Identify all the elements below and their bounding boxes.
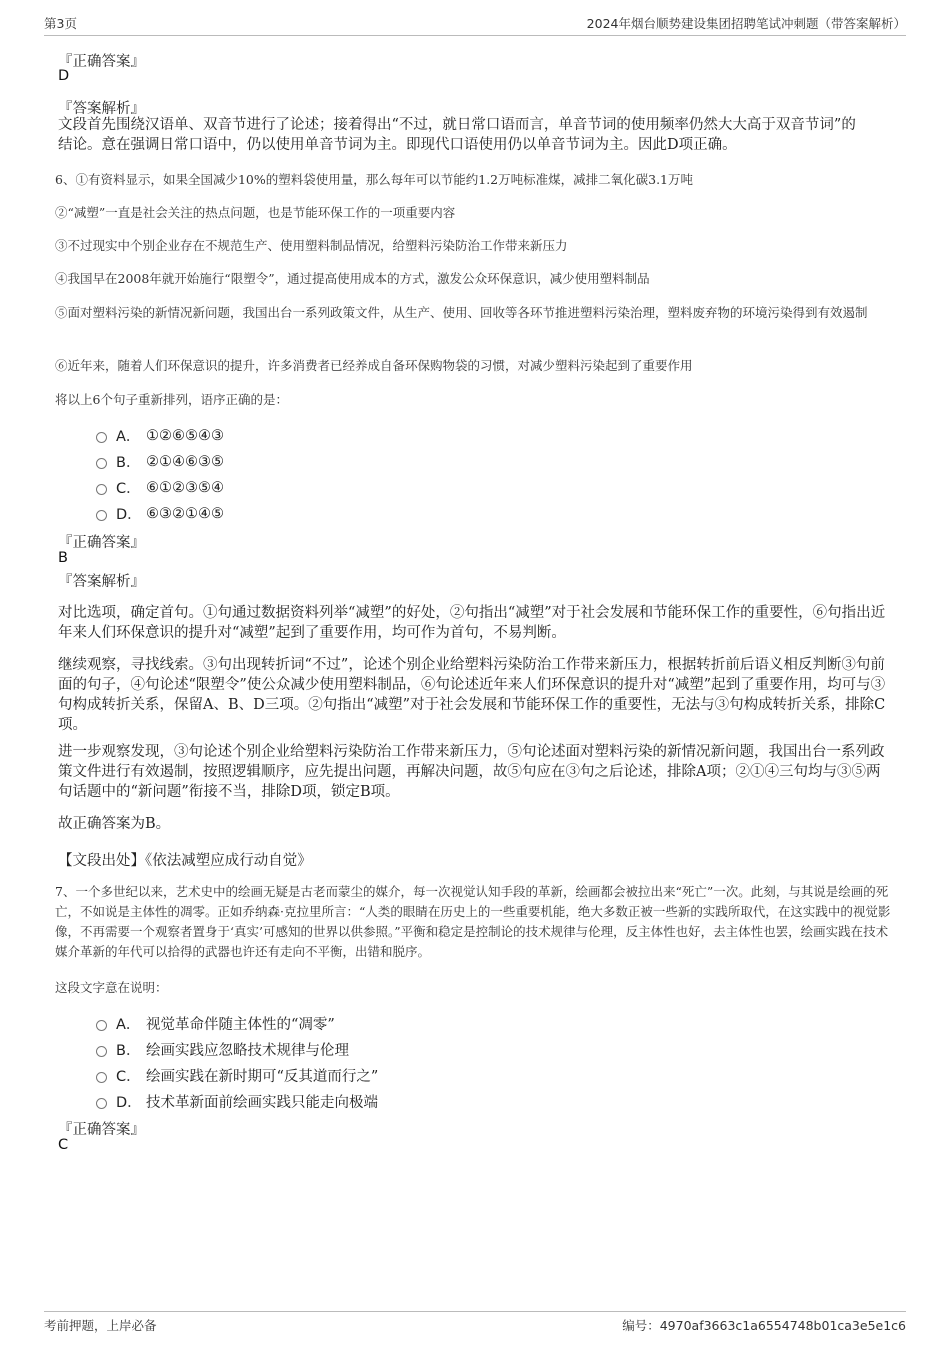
page-number: 第3页 (44, 16, 77, 31)
q7-option-b[interactable]: B． 绘画实践应忽略技术规律与伦理 (96, 1039, 349, 1060)
radio-icon[interactable] (96, 432, 107, 443)
q6-source: 【文段出处】《依法减塑应成行动自觉》 (58, 853, 312, 869)
q7-option-d[interactable]: D． 技术革新面前绘画实践只能走向极端 (96, 1091, 378, 1112)
document-title: 2024年烟台顺势建设集团招聘笔试冲刺题（带答案解析） (586, 16, 906, 31)
q7-prompt: 这段文字意在说明： (55, 980, 168, 995)
q6-sentence-6: ⑥近年来，随着人们环保意识的提升，许多消费者已经养成自备环保购物袋的习惯，对减少塑料污染起到了重要作用 (55, 358, 693, 373)
q7-stem: 7、一个多世纪以来，艺术史中的绘画无疑是古老而蒙尘的媒介，每一次视觉认知手段的革新，绘画都会被拉出来“死亡”一次。此刻，与其说是绘画的死亡，不如说是主体性的凋零。正如乔纳森·克拉里所言：“人类的眼睛在历史上的一些重要机能，绝大多数正被一些新的实践所取代，在这实践中的视觉影像，不再需要一个观察者置身于‘真实’可感知的世界以供参照。”平衡和稳定是控制论的技术规律与伦理，反主体性也好，去主体性也罢，绘画实践在技术媒介革新的年代可以拾得的武器也许还有走向不平衡，出错和脱序。 (55, 884, 891, 959)
q6-answer-label: 『正确答案』 (58, 535, 145, 551)
page-header (44, 14, 906, 36)
radio-icon[interactable] (96, 484, 107, 495)
q6-sentence-1: 6、①有资料显示，如果全国减少10%的塑料袋使用量，那么每年可以节能约1.2万吨标准煤，减排二氧化碳3.1万吨 (55, 172, 693, 187)
radio-icon[interactable] (96, 1072, 107, 1083)
q6-analysis-p2: 继续观察，寻找线索。③句出现转折词“不过”，论述个别企业给塑料污染防治工作带来新压力，根据转折前后语义相反判断③句前面的句子，④句论述“限塑令”使公众减少使用塑料制品，⑥句论述近年来人们环保意识的提升对“减塑”起到了重要作用，均可与③句构成转折关系，保留A、B、D三项。②句指出“减塑”对于社会发展和节能环保工作的重要性，无法与③句构成转折关系，排除C项。 (58, 657, 886, 733)
q7-option-a[interactable]: A． 视觉革命伴随主体性的“凋零” (96, 1013, 335, 1034)
q5-analysis-label: 『答案解析』 (58, 101, 145, 117)
q5-analysis: 文段首先围绕汉语单、双音节进行了论述；接着得出“不过，就日常口语而言，单音节词的使用频率仍然大大高于双音节词”的结论。意在强调日常口语中，仍以使用单音节词为主。即现代口语使用仍以单音节词为主。因此D项正确。 (58, 117, 856, 153)
q6-prompt: 将以上6个句子重新排列，语序正确的是： (55, 392, 288, 407)
document-id: 编号：4970af3663c1a6554748b01ca3e5e1c6 (622, 1318, 906, 1333)
q6-sentence-4: ④我国早在2008年就开始施行“限塑令”，通过提高使用成本的方式，激发公众环保意识，减少使用塑料制品 (55, 271, 650, 286)
q5-answer: D (58, 68, 70, 84)
radio-icon[interactable] (96, 510, 107, 521)
q7-option-c[interactable]: C． 绘画实践在新时期可“反其道而行之” (96, 1065, 378, 1086)
radio-icon[interactable] (96, 1046, 107, 1057)
q5-answer-label: 『正确答案』 (58, 54, 145, 70)
q6-option-d[interactable]: D． ⑥③②①④⑤ (96, 503, 224, 524)
q6-sentence-3: ③不过现实中个别企业存在不规范生产、使用塑料制品情况，给塑料污染防治工作带来新压力 (55, 238, 568, 253)
q6-analysis-label: 『答案解析』 (58, 574, 145, 590)
radio-icon[interactable] (96, 458, 107, 469)
q6-analysis-p3: 进一步观察发现，③句论述个别企业给塑料污染防治工作带来新压力，⑤句论述面对塑料污染的新情况新问题，我国出台一系列政策文件进行有效遏制，按照逻辑顺序，应先提出问题，再解决问题，故⑤句应在③句之后论述，排除A项；②①④三句均与③⑤两句话题中的“新问题”衔接不当，排除D项，锁定B项。 (58, 744, 885, 800)
q6-sentence-5: ⑤面对塑料污染的新情况新问题，我国出台一系列政策文件，从生产、使用、回收等各环节推进塑料污染治理，塑料废弃物的环境污染得到有效遏制 (55, 305, 868, 320)
radio-icon[interactable] (96, 1098, 107, 1109)
footer-slogan: 考前押题，上岸必备 (44, 1318, 157, 1333)
q7-answer-label: 『正确答案』 (58, 1122, 145, 1138)
q7-answer: C (58, 1137, 69, 1153)
q6-sentence-2: ②“减塑”一直是社会关注的热点问题，也是节能环保工作的一项重要内容 (55, 205, 456, 220)
q6-analysis-p1: 对比选项，确定首句。①句通过数据资料列举“减塑”的好处，②句指出“减塑”对于社会发展和节能环保工作的重要性，⑥句指出近年来人们环保意识的提升对“减塑”起到了重要作用，均可作为首句，不易判断。 (58, 605, 886, 641)
radio-icon[interactable] (96, 1020, 107, 1031)
q6-option-c[interactable]: C． ⑥①②③⑤④ (96, 477, 224, 498)
q6-analysis-p4: 故正确答案为B。 (58, 816, 171, 832)
page-footer (44, 1311, 906, 1334)
q6-option-b[interactable]: B． ②①④⑥③⑤ (96, 451, 224, 472)
q6-option-a[interactable]: A． ①②⑥⑤④③ (96, 425, 224, 446)
q6-answer: B (58, 550, 68, 566)
